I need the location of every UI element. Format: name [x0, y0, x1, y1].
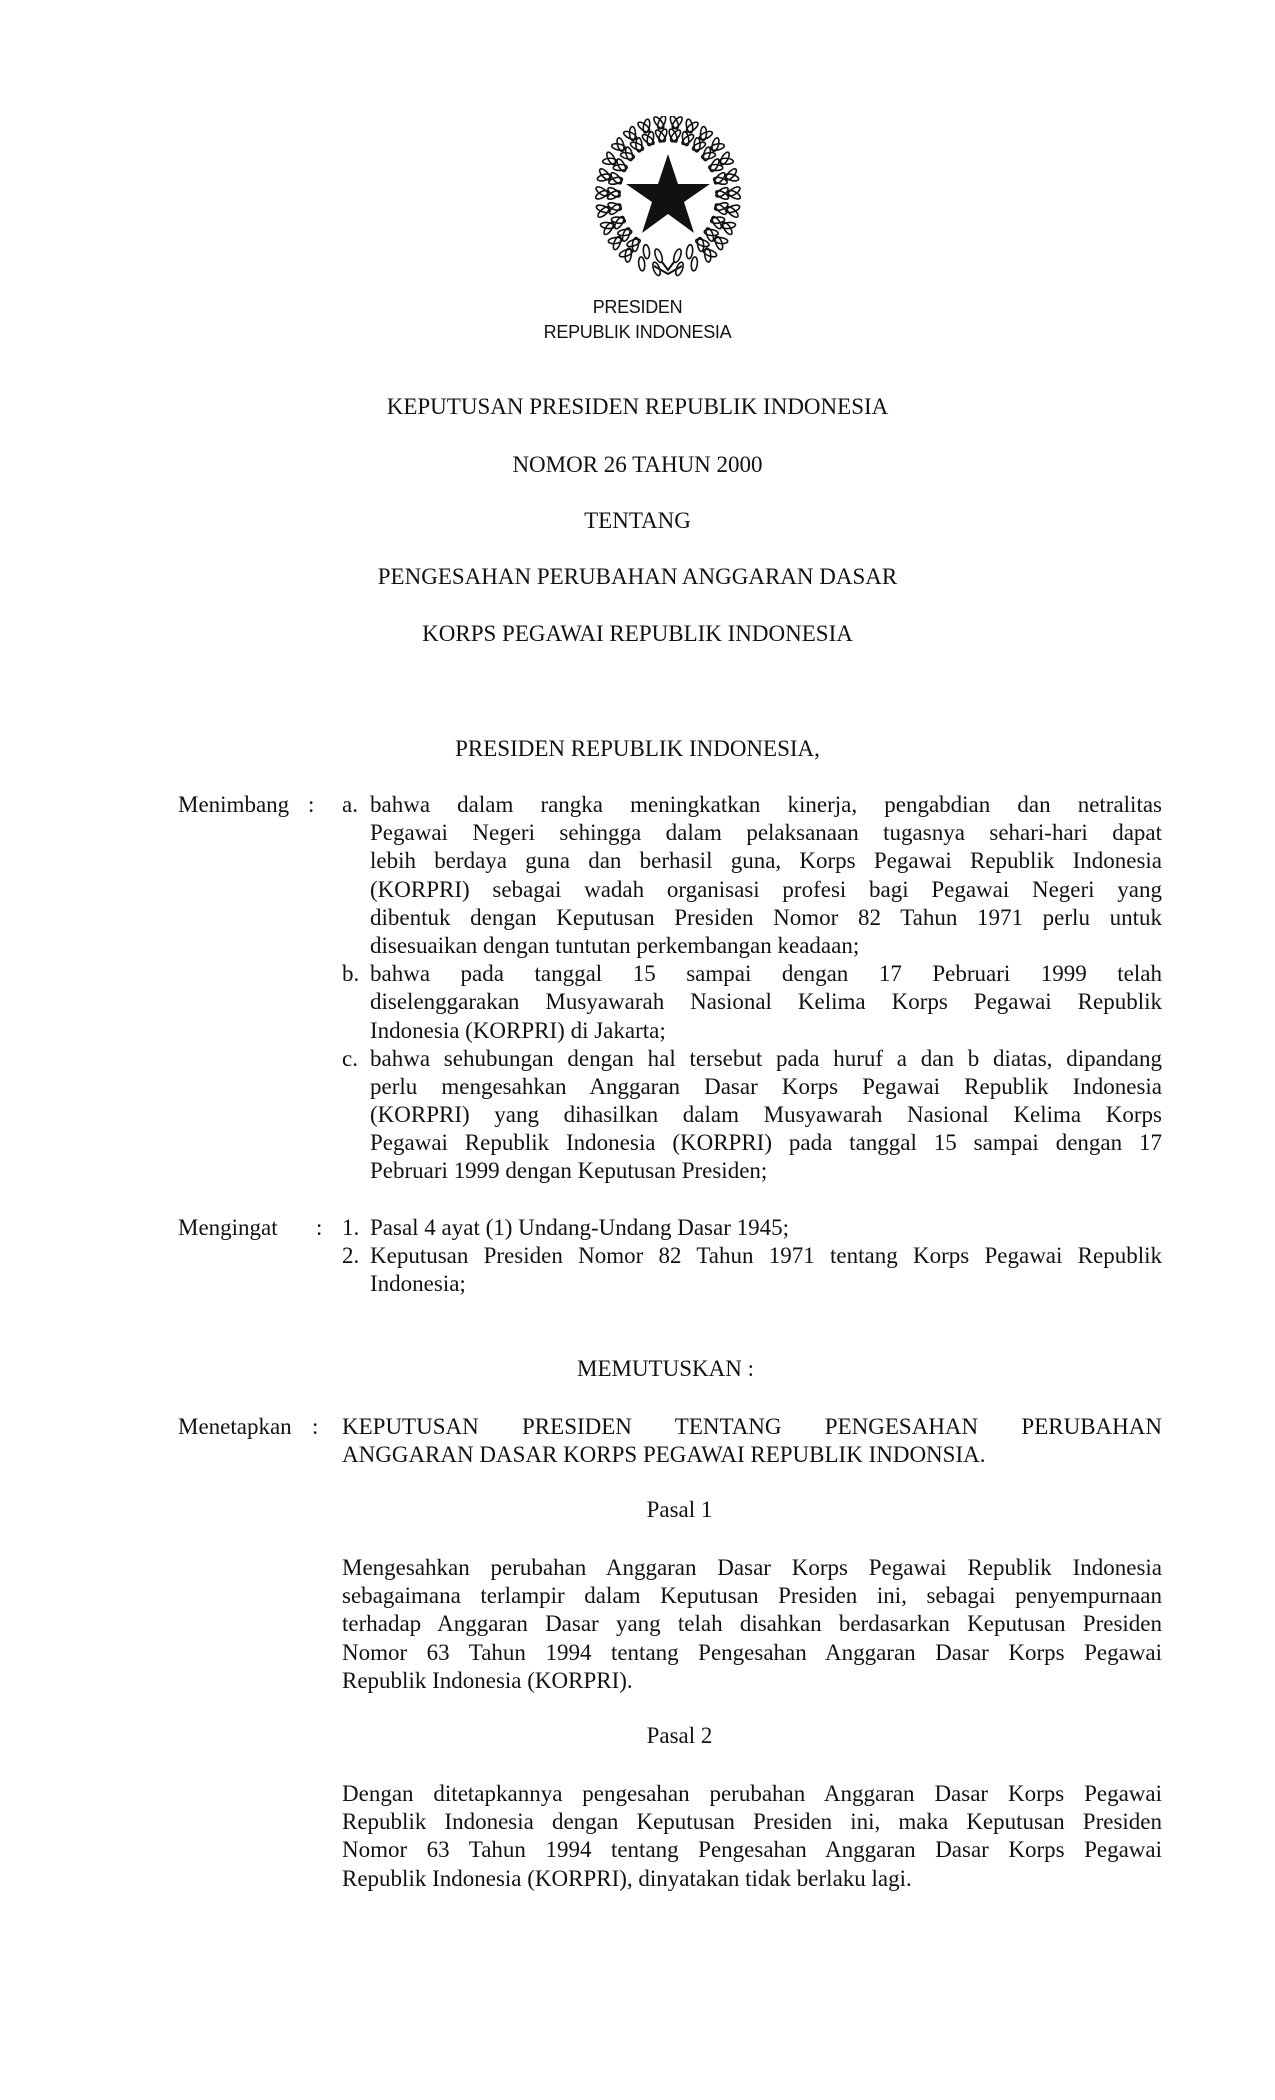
- wreath-leaf: [638, 257, 646, 272]
- text-line: dibentuk dengan Keputusan Presiden Nomor 82 Tahun 1971 perlu untuk: [370, 904, 1162, 930]
- menimbang-colon: :: [308, 792, 315, 817]
- mengingat-item: [342, 1242, 1162, 1298]
- document-subject-line1: PENGESAHAN PERUBAHAN ANGGARAN DASAR: [377, 564, 898, 589]
- paragraph-line: Mengesahkan perubahan Anggaran Dasar Korps Pegawai Republik Indonesia: [342, 1555, 1162, 1580]
- wreath-leaf: [643, 244, 651, 259]
- star-icon: [626, 154, 710, 233]
- text-line: Pegawai Republik Indonesia (KORPRI) pada tanggal 15 sampai dengan 17: [370, 1130, 1162, 1156]
- text-line: diselenggarakan Musyawarah Nasional Kelima Korps Pegawai Republik: [370, 989, 1162, 1015]
- text-line: Pebruari 1999 dengan Keputusan Presiden;: [370, 1158, 768, 1184]
- text-line: Pasal 4 ayat (1) Undang-Undang Dasar 1945;: [370, 1215, 789, 1240]
- menimbang-item: [342, 960, 1162, 1045]
- wreath-leaf: [686, 244, 694, 259]
- wreath-ribbon: [654, 262, 682, 274]
- letterhead-republik-indonesia: REPUBLIK INDONESIA: [543, 322, 732, 342]
- star-wreath-icon: [588, 116, 748, 278]
- text-line: (KORPRI) yang dihasilkan dalam Musyawarah Nasional Kelima Korps: [370, 1102, 1162, 1128]
- document-number: NOMOR 26 TAHUN 2000: [512, 452, 763, 477]
- text-line: lebih berdaya guna dan berhasil guna, Korps Pegawai Republik Indonesia: [370, 848, 1162, 874]
- menetapkan-label: Menetapkan: [178, 1414, 292, 1439]
- list-item-text: [370, 1214, 1162, 1242]
- paragraph-line: Republik Indonesia (KORPRI).: [342, 1667, 633, 1693]
- menimbang-item: [342, 791, 1162, 960]
- list-item-text: [370, 791, 1162, 960]
- menimbang-label: Menimbang: [178, 792, 290, 817]
- list-marker: 2.: [342, 1243, 360, 1269]
- pasal-2-heading: Pasal 2: [646, 1723, 713, 1748]
- list-marker: c.: [342, 1045, 358, 1071]
- menetapkan-colon: :: [312, 1414, 319, 1439]
- paragraph-line: Dengan ditetapkannya pengesahan perubahan Anggaran Dasar Korps Pegawai: [342, 1781, 1162, 1806]
- mengingat-label: Mengingat: [178, 1215, 278, 1240]
- list-marker: b.: [342, 961, 360, 987]
- text-line: bahwa pada tanggal 15 sampai dengan 17 Pebruari 1999 telah: [370, 961, 1162, 987]
- pasal-1-body: [342, 1554, 1162, 1695]
- wreath-leaf: [672, 248, 682, 263]
- list-item-text: [370, 1242, 1162, 1298]
- text-line: Keputusan Presiden Nomor 82 Tahun 1971 tentang Korps Pegawai Republik: [370, 1243, 1162, 1269]
- paragraph-line: Republik Indonesia dengan Keputusan Presiden ini, maka Keputusan Presiden: [342, 1809, 1162, 1835]
- list-item-text: [370, 1045, 1162, 1186]
- menimbang-list: [342, 791, 1162, 1186]
- menimbang-item: [342, 1045, 1162, 1186]
- paragraph-line: Republik Indonesia (KORPRI), dinyatakan tidak berlaku lagi.: [342, 1865, 912, 1891]
- list-marker: a.: [342, 792, 358, 817]
- mengingat-colon: :: [316, 1215, 323, 1240]
- mengingat-list: [342, 1214, 1162, 1299]
- text-line: bahwa sehubungan dengan hal tersebut pada huruf a dan b diatas, dipandang: [370, 1045, 1162, 1071]
- list-item-text: [370, 960, 1162, 1045]
- menetapkan-line: KEPUTUSAN PRESIDEN TENTANG PENGESAHAN PERUBAHAN: [342, 1414, 1162, 1439]
- menetapkan-line: ANGGARAN DASAR KORPS PEGAWAI REPUBLIK INDONSIA.: [342, 1442, 986, 1468]
- wreath-leaf: [653, 248, 663, 263]
- text-line: Pegawai Negeri sehingga dalam pelaksanaan tugasnya sehari-hari dapat: [370, 820, 1162, 846]
- pasal-1-heading: Pasal 1: [646, 1497, 713, 1522]
- paragraph-line: Nomor 63 Tahun 1994 tentang Pengesahan Anggaran Dasar Korps Pegawai: [342, 1639, 1162, 1665]
- text-line: disesuaikan dengan tuntutan perkembangan keadaan;: [370, 932, 860, 958]
- text-line: perlu mengesahkan Anggaran Dasar Korps Pegawai Republik Indonesia: [370, 1073, 1162, 1099]
- text-line: Indonesia (KORPRI) di Jakarta;: [370, 1017, 666, 1043]
- document-tentang: TENTANG: [584, 508, 691, 533]
- document-subject-line2: KORPS PEGAWAI REPUBLIK INDONESIA: [422, 621, 853, 646]
- memutuskan-heading: MEMUTUSKAN :: [577, 1356, 754, 1381]
- mengingat-item: [342, 1214, 1162, 1242]
- menetapkan-text: [342, 1413, 1162, 1469]
- text-line: Indonesia;: [370, 1271, 466, 1297]
- paragraph-line: sebagaimana terlampir dalam Keputusan Presiden ini, sebagai penyempurnaan: [342, 1583, 1162, 1609]
- presidential-seal-emblem: [588, 116, 748, 278]
- text-line: bahwa dalam rangka meningkatkan kinerja, pengabdian dan netralitas: [370, 792, 1162, 817]
- paragraph-line: terhadap Anggaran Dasar yang telah disahkan berdasarkan Keputusan Presiden: [342, 1611, 1162, 1637]
- letterhead-presiden: PRESIDEN: [592, 297, 683, 317]
- pasal-2-body: [342, 1780, 1162, 1893]
- document-title: KEPUTUSAN PRESIDEN REPUBLIK INDONESIA: [386, 394, 889, 419]
- text-line: (KORPRI) sebagai wadah organisasi profesi bagi Pegawai Negeri yang: [370, 876, 1162, 902]
- wreath-leaf: [691, 257, 699, 272]
- issuer-heading: PRESIDEN REPUBLIK INDONESIA,: [455, 736, 820, 761]
- paragraph-line: Nomor 63 Tahun 1994 tentang Pengesahan Anggaran Dasar Korps Pegawai: [342, 1837, 1162, 1863]
- list-marker: 1.: [342, 1215, 360, 1240]
